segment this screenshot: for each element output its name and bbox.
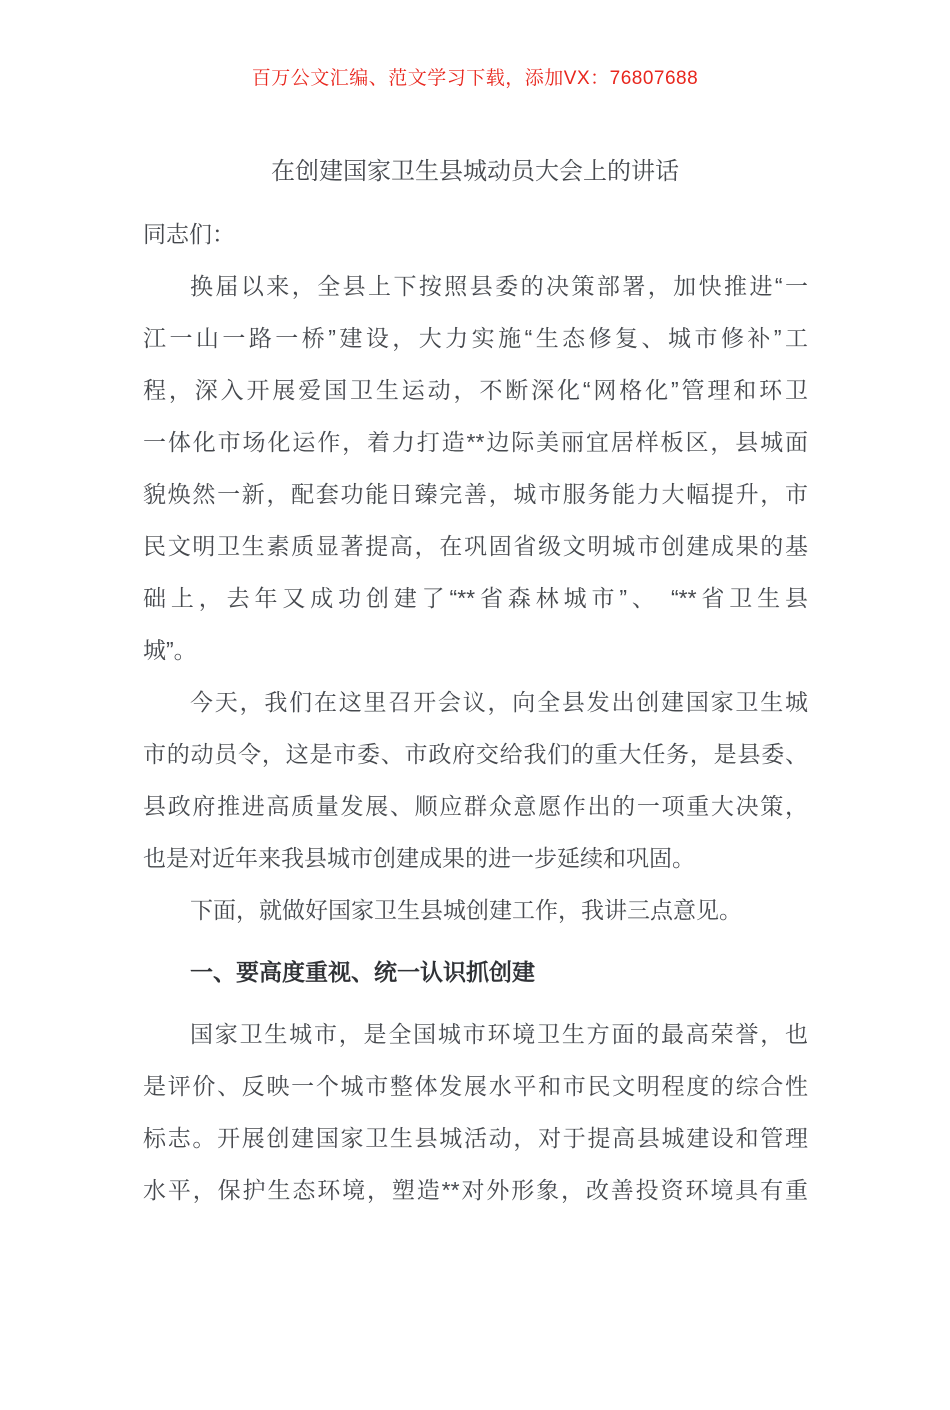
paragraph-line: 国家卫生城市，是全国城市环境卫生方面的最高荣誉，也	[190, 1021, 808, 1047]
paragraph-line: 也是对近年来我县城市创建成果的进一步延续和巩固。	[143, 845, 695, 871]
promo-notice: 百万公文汇编、范文学习下载，添加VX：76807688	[251, 68, 699, 89]
paragraph-line: 下面，就做好国家卫生县城创建工作，我讲三点意见。	[190, 897, 742, 923]
salutation: 同志们：	[143, 221, 235, 247]
paragraph-2	[143, 676, 808, 884]
paragraph-line: 貌焕然一新，配套功能日臻完善，城市服务能力大幅提升，市	[143, 481, 808, 507]
paragraph-line: 民文明卫生素质显著提高，在巩固省级文明城市创建成果的基	[143, 533, 808, 559]
paragraph-line: 水平，保护生态环境，塑造**对外形象，改善投资环境具有重	[143, 1177, 808, 1203]
paragraph-line: 县政府推进高质量发展、顺应群众意愿作出的一项重大决策，	[143, 793, 808, 819]
paragraph-line: 是评价、反映一个城市整体发展水平和市民文明程度的综合性	[143, 1073, 808, 1099]
paragraph-1	[143, 260, 808, 676]
paragraph-line: 换届以来，全县上下按照县委的决策部署，加快推进“一	[190, 273, 808, 299]
paragraph-line: 今天，我们在这里召开会议，向全县发出创建国家卫生城	[190, 689, 808, 715]
paragraph-line: 城”。	[143, 637, 197, 663]
paragraph-line: 江一山一路一桥”建设，大力实施“生态修复、城市修补”工	[143, 325, 808, 351]
paragraph-4	[143, 1008, 808, 1216]
document-page	[0, 66, 950, 1410]
paragraph-3	[143, 884, 808, 936]
document-body	[143, 208, 808, 1216]
paragraph-line: 程，深入开展爱国卫生运动，不断深化“网格化”管理和环卫	[143, 377, 808, 403]
paragraph-line: 础上，去年又成功创建了“**省森林城市”、 “**省卫生县	[143, 585, 808, 611]
paragraph-line: 一体化市场化运作，着力打造**边际美丽宜居样板区，县城面	[143, 429, 808, 455]
document-title: 在创建国家卫生县城动员大会上的讲话	[271, 158, 679, 185]
paragraph-line: 标志。开展创建国家卫生县城活动，对于提高县城建设和管理	[143, 1125, 808, 1151]
paragraph-line: 市的动员令，这是市委、市政府交给我们的重大任务，是县委、	[143, 741, 808, 767]
section-heading-1: 一、要高度重视、统一认识抓创建	[190, 959, 535, 985]
